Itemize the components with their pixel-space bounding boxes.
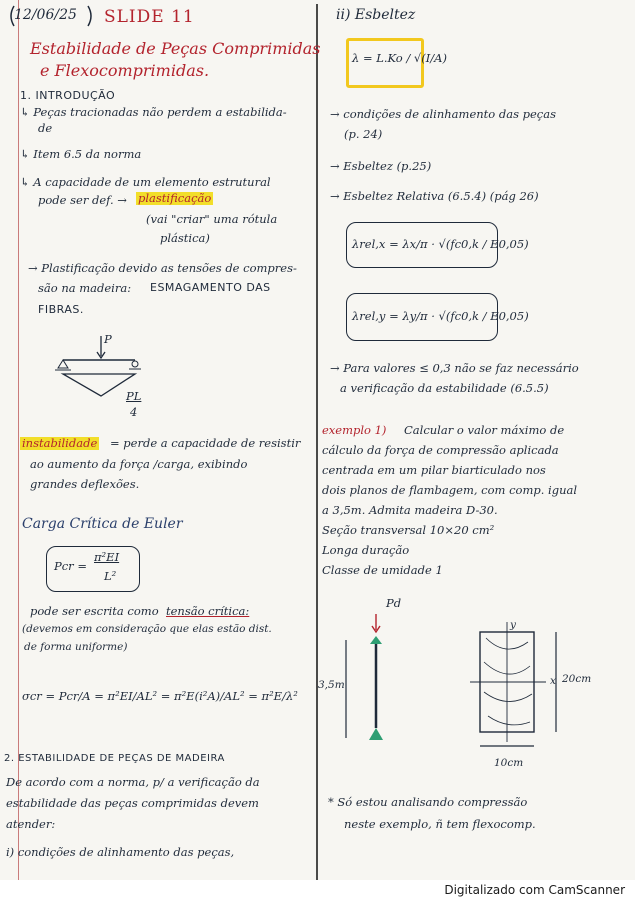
wood-line-3: atender: [6, 817, 56, 831]
section-width-label: 10cm [494, 757, 524, 769]
plastification-highlight: plastificação [138, 191, 212, 205]
instability-line-3: grandes deflexões. [30, 477, 140, 491]
intro-line-1b: de [38, 121, 53, 135]
lambda-rel-x: λrel,x = λx/π · √(fc0,k / E0,05) [352, 237, 529, 251]
header-date: 12/06/25 [14, 7, 77, 23]
note-line-1: * Só estou analisando compressão [328, 795, 528, 809]
lambda-formula: λ = L.Ko / √(I/A) [352, 51, 447, 65]
section-height-label: 20cm [562, 673, 592, 685]
tension-line-2: (devemos em consideração que elas estão dist. [22, 623, 272, 635]
example-line-8: Classe de umidade 1 [322, 563, 443, 577]
intro-line-2: ↳ Item 6.5 da norma [20, 147, 142, 161]
example-line-7: Longa duração [322, 543, 410, 557]
plast-caps-2: FIBRAS. [38, 303, 84, 316]
margin-line [18, 0, 19, 880]
example-label: exemplo 1) [322, 423, 387, 437]
right-line-3: → Esbeltez Relativa (6.5.4) (pág 26) [330, 189, 539, 203]
moment-num: PL [126, 389, 142, 403]
scanner-watermark: Digitalizado com CamScanner [444, 883, 625, 897]
intro-line-3: ↳ A capacidade de um elemento estrutural [20, 175, 271, 189]
intro-line-3b: pode ser def. → [38, 193, 127, 207]
column-divider [316, 4, 318, 884]
wood-line-1: De acordo com a norma, p/ a verificação da [6, 775, 260, 789]
column-length-label: 3,5m [318, 679, 345, 691]
cross-section-diagram [448, 618, 588, 758]
sigma-critical-equation: σcr = Pcr/A = π²EI/AL² = π²E(i²A)/AL² = π²E/λ² [22, 689, 298, 703]
right-line-1: → condições de alinhamento das peças [330, 107, 556, 121]
scanner-footer [0, 880, 635, 901]
euler-numerator: π²EI [94, 550, 120, 564]
right-line-4b: a verificação da estabilidade (6.5.5) [340, 381, 549, 395]
slenderness-heading: ii) Esbeltez [336, 7, 416, 23]
date-bracket [8, 4, 98, 30]
euler-lhs: Pcr = [54, 559, 87, 573]
tension-line-3: de forma uniforme) [24, 641, 128, 653]
pd-label: Pd [386, 596, 402, 610]
tension-line-1: pode ser escrita como [30, 604, 159, 618]
title-line-1: Estabilidade de Peças Comprimidas [30, 39, 321, 58]
right-line-1b: (p. 24) [344, 127, 383, 141]
axis-x-label: x [550, 675, 556, 687]
wood-line-2: estabilidade das peças comprimidas devem [6, 796, 259, 810]
euler-title: Carga Crítica de Euler [22, 516, 183, 532]
intro-line-3e: plástica) [160, 231, 210, 245]
plast-line-1: → Plastificação devido as tensões de compres- [28, 261, 297, 275]
example-line-1: Calcular o valor máximo de [404, 423, 565, 437]
slide-title: SLIDE 11 [104, 7, 195, 27]
instability-line-1: = perde a capacidade de resistir [110, 436, 301, 450]
example-line-6: Seção transversal 10×20 cm² [322, 523, 495, 537]
example-line-5: a 3,5m. Admita madeira D-30. [322, 503, 498, 517]
example-line-4: dois planos de flambagem, com comp. igual [322, 483, 578, 497]
section-1-heading: 1. INTRODUÇÃO [20, 89, 116, 102]
section-2-heading: 2. ESTABILIDADE DE PEÇAS DE MADEIRA [4, 753, 225, 764]
load-p-label: P [104, 332, 112, 346]
euler-denominator: L² [104, 569, 117, 583]
right-line-4: → Para valores ≤ 0,3 não se faz necessário [330, 361, 579, 375]
moment-den: 4 [130, 405, 138, 419]
axis-y-label: y [510, 619, 516, 631]
example-line-2: cálculo da força de compressão aplicada [322, 443, 559, 457]
title-line-2: e Flexocomprimidas. [40, 61, 210, 80]
plast-line-2: são na madeira: [38, 281, 132, 295]
lambda-rel-y: λrel,y = λy/π · √(fc0,k / E0,05) [352, 309, 529, 323]
example-line-3: centrada em um pilar biarticulado nos [322, 463, 546, 477]
plast-caps-1: ESMAGAMENTO DAS [150, 281, 271, 294]
beam-diagram [55, 330, 175, 420]
tension-critical: tensão crítica: [166, 604, 250, 618]
wood-line-4: i) condições de alinhamento das peças, [6, 845, 235, 859]
right-line-2: → Esbeltez (p.25) [330, 159, 432, 173]
instability-line-2: ao aumento da força /carga, exibindo [30, 457, 248, 471]
note-line-2: neste exemplo, ñ tem flexocomp. [344, 817, 536, 831]
intro-line-1: ↳ Peças tracionadas não perdem a estabilida- [20, 105, 287, 119]
intro-line-3d: (vai "criar" uma rótula [146, 212, 278, 226]
instability-highlight: instabilidade [22, 436, 98, 450]
